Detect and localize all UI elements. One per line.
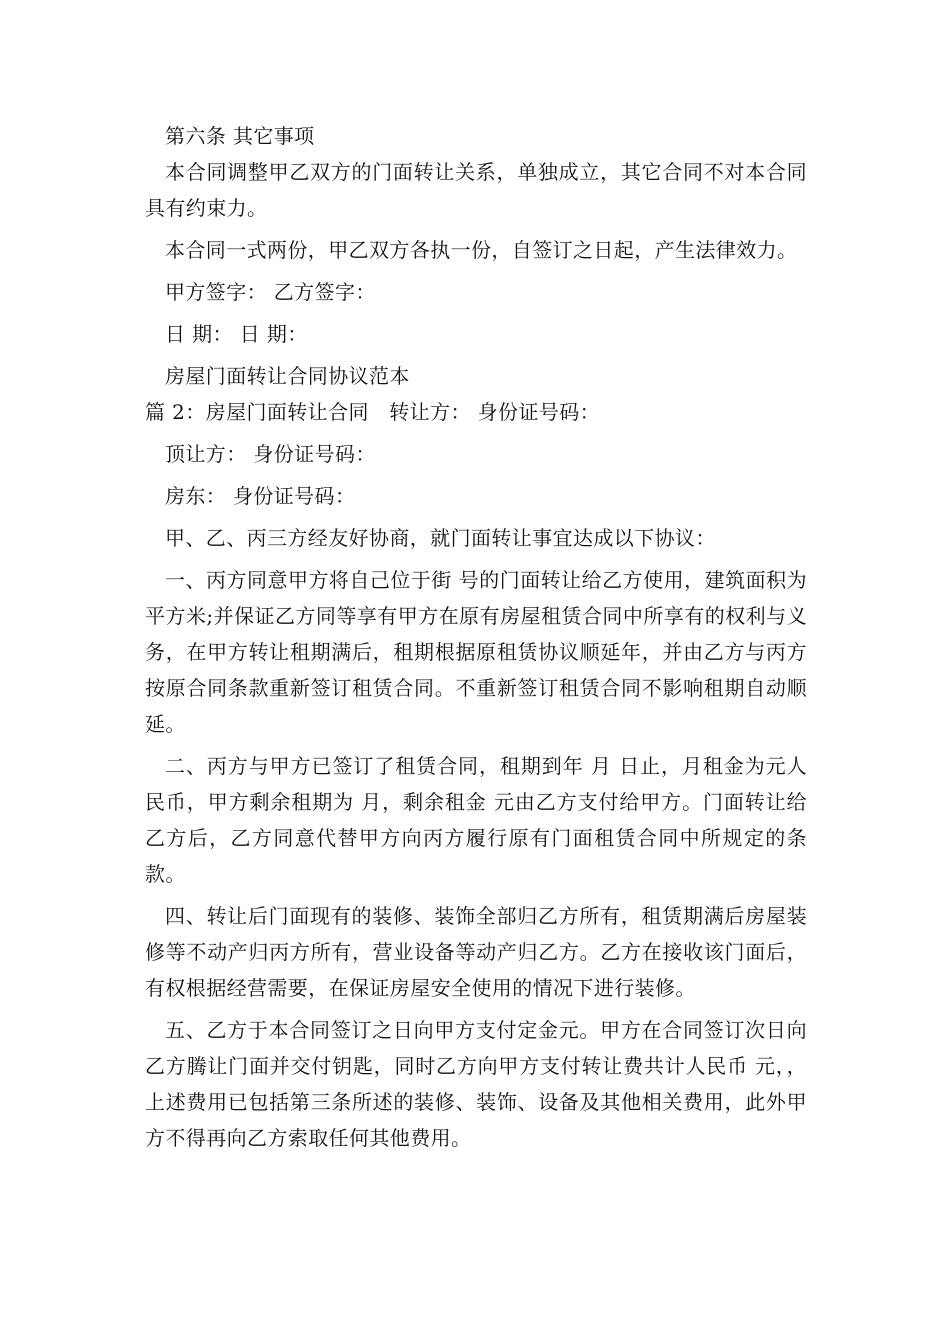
paragraph: 甲、乙、丙三方经友好协商，就门面转让事宜达成以下协议： [165, 526, 716, 550]
party-line: 顶让方： 身份证号码： [165, 442, 376, 466]
date-line: 日 期： 日 期： [165, 322, 308, 346]
party-line: 房东： 身份证号码： [165, 484, 356, 508]
paragraph: 本合同一式两份，甲乙双方各执一份，自签订之日起，产生法律效力。 [165, 238, 798, 262]
paragraph: 本合同调整甲乙双方的门面转让关系，单独成立，其它合同不对本合同具有约束力。 [145, 160, 807, 220]
section-heading: 第六条 其它事项 [165, 124, 315, 148]
signature-line: 甲方签字： 乙方签字： [165, 280, 376, 304]
clause: 一、丙方同意甲方将自己位于街 号的门面转让给乙方使用，建筑面积为平方米;并保证乙方同等享有甲方在原有房屋租赁合同中所享有的权利与义务，在甲方转让租期满后，租期根据原租赁协议顺延年，并由乙方与丙方按原合同条款重新签订租赁合同。不重新签订租赁合同不影响租期自动顺延。 [145, 568, 807, 736]
contract-heading: 篇 2：房屋门面转让合同 转让方： 身份证号码： [145, 400, 601, 424]
clause: 五、乙方于本合同签订之日向甲方支付定金元。甲方在合同签订次日向乙方腾让门面并交付钥匙，同时乙方向甲方支付转让费共计人民币 元，，上述费用已包括第三条所述的装修、装饰、设备及其他相关费用，此外甲方不得再向乙方索取任何其他费用。 [145, 1018, 807, 1150]
document-body [145, 118, 807, 1162]
clause: 四、转让后门面现有的装修、装饰全部归乙方所有，租赁期满后房屋装修等不动产归丙方所有，营业设备等动产归乙方。乙方在接收该门面后，有权根据经营需要，在保证房屋安全使用的情况下进行装修。 [145, 904, 807, 1000]
document-title: 房屋门面转让合同协议范本 [165, 364, 410, 388]
clause: 二、丙方与甲方已签订了租赁合同，租期到年 月 日止，月租金为元人民币，甲方剩余租期为 月，剩余租金 元由乙方支付给甲方。门面转让给乙方后，乙方同意代替甲方向丙方履行原有门面租赁合同中所规定的条款。 [145, 754, 807, 886]
